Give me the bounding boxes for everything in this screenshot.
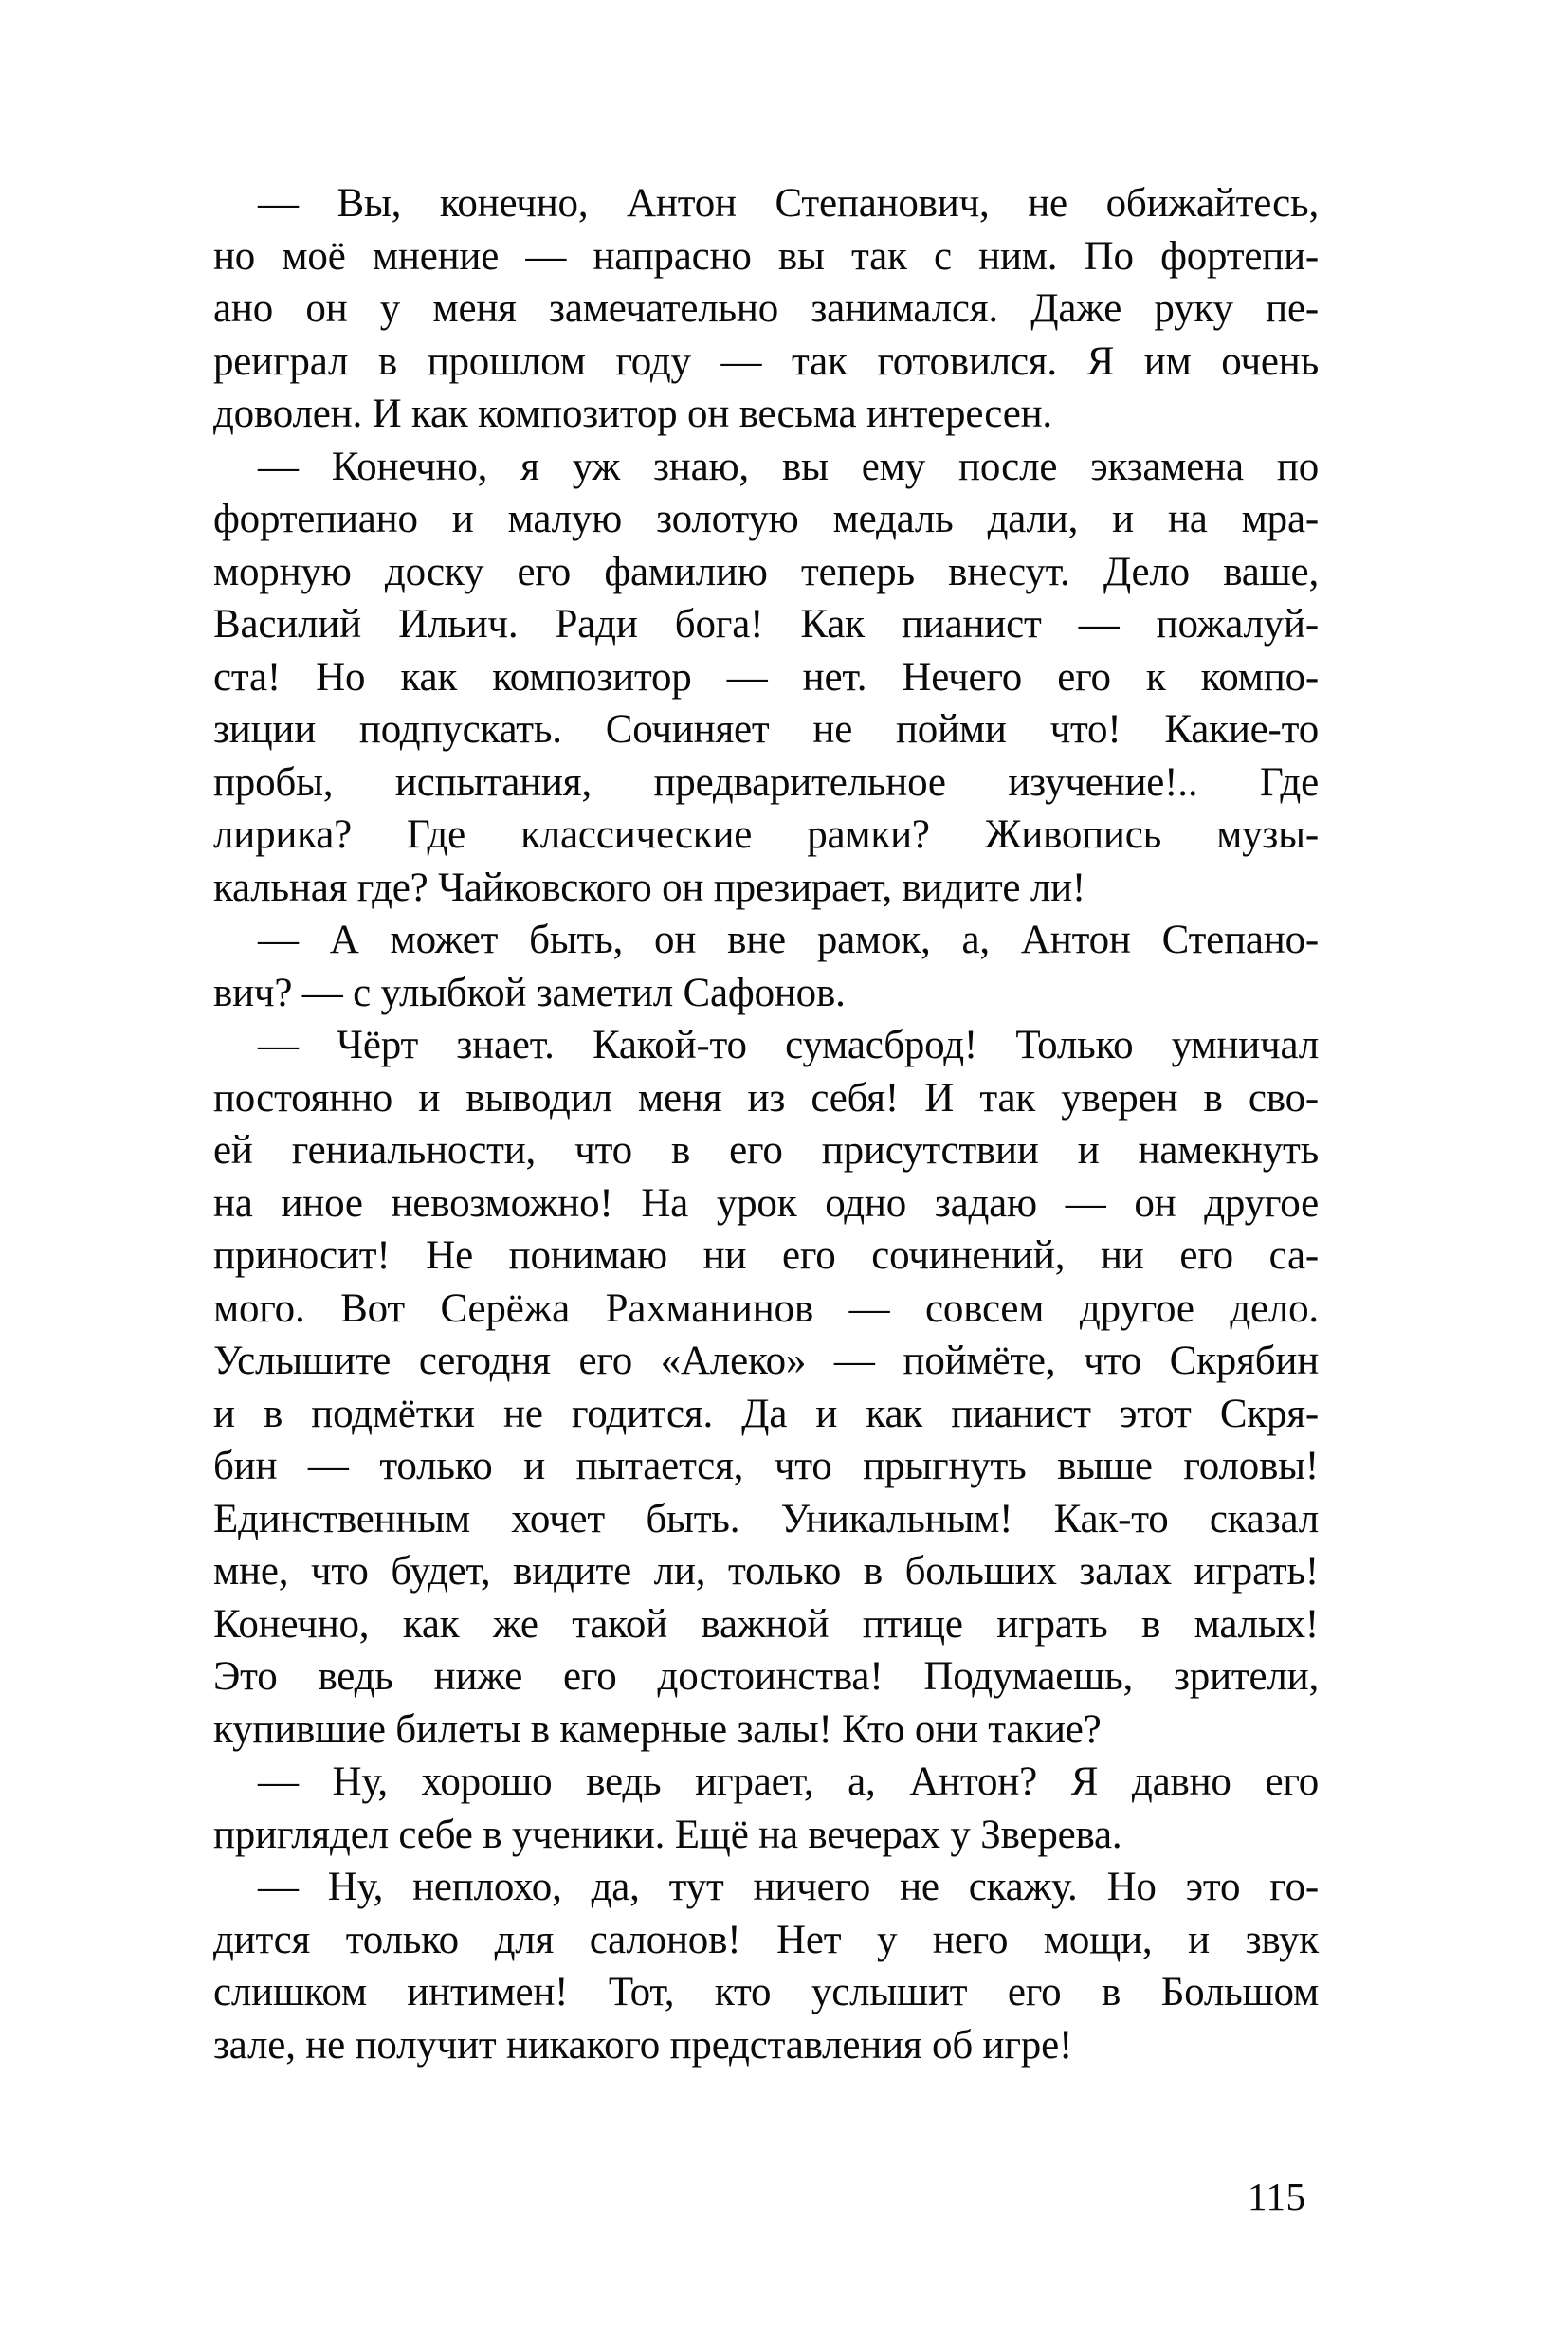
text-line: ста! Но как композитор — нет. Нечего его к компо- <box>213 654 1319 700</box>
text-line: Конечно, как же такой важной птице играть в малых! <box>213 1601 1319 1647</box>
text-line: лирика? Где классические рамки? Живопись музы- <box>213 812 1319 857</box>
text-line: постоянно и выводил меня из себя! И так уверен в сво- <box>213 1075 1319 1121</box>
text-line: пробы, испытания, предварительное изучение!.. Где <box>213 759 1319 805</box>
text-line: бин — только и пытается, что прыгнуть выше головы! <box>213 1444 1319 1488</box>
text-line: на иное невозможно! На урок одно задаю — он другое <box>213 1180 1319 1226</box>
text-line: — Вы, конечно, Антон Степанович, не обижайтесь, <box>258 181 1319 226</box>
page-number: 115 <box>1248 2175 1306 2218</box>
text-line: вич? — с улыбкой заметил Сафонов. <box>213 970 846 1015</box>
text-line: — Ну, неплохо, да, тут ничего не скажу. Но это го- <box>258 1865 1319 1909</box>
text-line: — Конечно, я уж знаю, вы ему после экзамена по <box>258 444 1319 489</box>
text-line: купившие билеты в камерные залы! Кто они такие? <box>213 1706 1102 1752</box>
text-line: и в подмётки не годится. Да и как пианист этот Скря- <box>213 1391 1319 1436</box>
text-line: приглядел себе в ученики. Ещё на вечерах у Зверева. <box>213 1812 1122 1857</box>
text-line: Услышите сегодня его «Алеко» — поймёте, что Скрябин <box>213 1339 1319 1383</box>
text-line: Это ведь ниже его достоинства! Подумаешь, зрители, <box>213 1654 1319 1699</box>
text-line: фортепиано и малую золотую медаль дали, и на мра- <box>213 497 1319 541</box>
text-line: кальная где? Чайковского он презирает, видите ли! <box>213 865 1086 910</box>
text-line: — Чёрт знает. Какой-то сумасброд! Только умничал <box>258 1023 1319 1067</box>
text-line: зиции подпускать. Сочиняет не пойми что! Какие-то <box>213 707 1319 752</box>
text-line: Василий Ильич. Ради бога! Как пианист — пожалуй- <box>213 602 1319 647</box>
text-line: реиграл в прошлом году — так готовился. Я им очень <box>213 338 1319 384</box>
text-line: мне, что будет, видите ли, только в больших залах играть! <box>213 1549 1319 1594</box>
text-line: мого. Вот Серёжа Рахманинов — совсем другое дело. <box>213 1285 1319 1331</box>
text-block <box>213 177 1319 2071</box>
text-line: ей гениальности, что в его присутствии и намекнуть <box>213 1128 1319 1173</box>
text-line: слишком интимен! Тот, кто услышит его в Большом <box>213 1970 1319 2014</box>
text-line: но моё мнение — напрасно вы так с ним. По фортепи- <box>213 233 1319 279</box>
text-line: — А может быть, он вне рамок, а, Антон Степано- <box>258 918 1319 962</box>
text-line: — Ну, хорошо ведь играет, а, Антон? Я давно его <box>258 1759 1319 1804</box>
text-line: приносит! Не понимаю ни его сочинений, ни его са- <box>213 1233 1319 1278</box>
text-line: доволен. И как композитор он весьма интересен. <box>213 392 1052 436</box>
text-line: дится только для салонов! Нет у него мощи, и звук <box>213 1917 1319 1962</box>
text-line: зале, не получит никакого представления об игре! <box>213 2022 1073 2068</box>
text-line: ано он у меня замечательно занимался. Даже руку пе- <box>213 286 1319 331</box>
text-line: Единственным хочет быть. Уникальным! Как-то сказал <box>213 1496 1319 1541</box>
text-line: морную доску его фамилию теперь внесут. Дело ваше, <box>213 549 1319 594</box>
